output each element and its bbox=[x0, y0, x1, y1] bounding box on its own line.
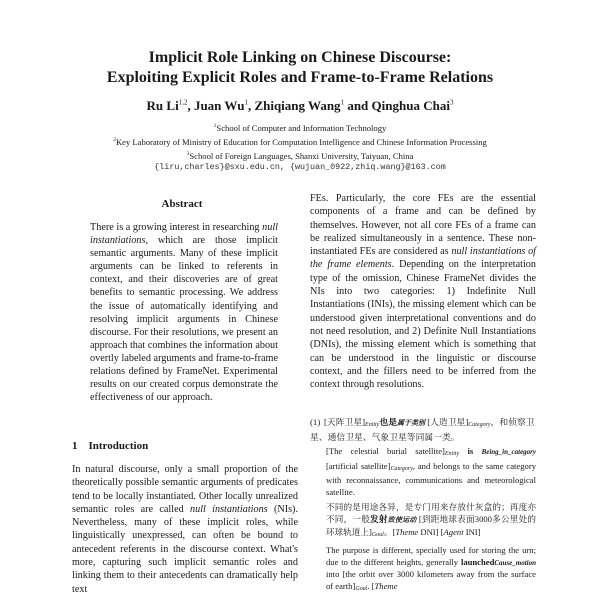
example-cn-text: 。[ bbox=[383, 526, 396, 537]
target-word: launched bbox=[460, 556, 495, 567]
title-line-2: Exploiting Explicit Roles and Frame-to-Frame Relations bbox=[106, 69, 494, 86]
example-en-gloss-1 bbox=[310, 446, 536, 498]
introduction-body bbox=[72, 463, 298, 596]
author-emails: {liru,charles}@sxu.edu.cn, {wujuan_0922,zhiq.wang}@163.com bbox=[154, 162, 446, 172]
abstract-text: There is a growing interest in researching bbox=[90, 222, 263, 233]
author-name: Zhiqiang Wang bbox=[254, 98, 341, 113]
example-en-text: The purpose is different, specially used for storing the urn; due to the different heights, generally bbox=[326, 545, 536, 567]
example-en-text: , and belongs to the same category with reconnaissance, communications and meteorological satellite. bbox=[326, 460, 536, 497]
abstract-emphasis: null instantiations bbox=[90, 222, 278, 247]
role-label: Theme bbox=[374, 580, 398, 591]
example-cn-text: INI] bbox=[463, 526, 481, 537]
affiliation-mark: 2 bbox=[113, 137, 116, 143]
affiliation-text: Key Laboratory of Ministry of Education for Computation Intelligence and Chinese Information Processing bbox=[115, 136, 487, 147]
frame-label: 属于类别 bbox=[397, 419, 425, 427]
target-word: is bbox=[459, 446, 482, 456]
example-cn-text: 不同的是用途各异，是专门用来存放什灰盒的；再度亦不同，一般 bbox=[326, 502, 536, 524]
author-list bbox=[0, 98, 600, 114]
abstract-body bbox=[90, 221, 278, 404]
body-emphasis: null instantiations of the frame elements bbox=[310, 246, 536, 271]
right-column-text bbox=[310, 192, 536, 391]
example-en-text: . [ bbox=[367, 580, 375, 591]
intro-text: (NIs). Nevertheless, many of these implicit roles, while linguistically unexpressed, can often be bound to antecedent referents in the discourse context. What's more, capturing such implicit semantic roles and linking them to their antecedents can dramatically help text bbox=[72, 503, 298, 595]
affiliation-text: School of Computer and Information Technology bbox=[216, 122, 387, 133]
section-number: 1 bbox=[72, 440, 78, 452]
example-1 bbox=[310, 416, 536, 596]
example-cn-text: ，和侦察卫星、通信卫星、气象卫星等同属一类。 bbox=[310, 417, 535, 442]
author-separator: , bbox=[187, 98, 194, 113]
example-en-text: [artificial satellite] bbox=[326, 460, 391, 471]
target-word: 发射 bbox=[370, 513, 388, 524]
example-cn-text: DNI] [ bbox=[418, 526, 444, 537]
role-label: Agent bbox=[443, 526, 464, 537]
role-label: Category bbox=[390, 465, 413, 472]
frame-label: 致使运动 bbox=[387, 515, 417, 524]
example-cn-text: [人造卫星] bbox=[425, 417, 469, 427]
intro-text: In natural discourse, only a small proportion of the theoretically possible semantic arguments of predicates tend to be locally instantiated. Other locally unrealized semantic roles are called bbox=[72, 464, 298, 515]
example-number: (1) bbox=[310, 417, 321, 427]
example-en-text: [The celestial burial satellite] bbox=[326, 446, 445, 456]
role-label: Goal bbox=[355, 585, 368, 592]
affiliation-mark: 3 bbox=[186, 151, 190, 157]
frame-label: Cause_motion bbox=[494, 558, 536, 567]
role-label: Goal bbox=[371, 531, 384, 538]
author-affil-mark: 1 bbox=[244, 98, 248, 107]
abstract-text: , which are those implicit semantic arguments. Many of these implicit arguments can be linked to referents in context, and their discoveries are of great benefits to semantic processing. We address the issue of automatically identifying and resolving implicit arguments in Chinese discourse. For their resolutions, we present an approach that combines the information about overtly labeled arguments and frame-to-frame relations defined by FrameNet. Experimental results on our created corpus demonstrate the effectiveness of our approach. bbox=[90, 235, 278, 404]
intro-emphasis: null instantiations bbox=[190, 503, 268, 515]
frame-label: Being_in_category bbox=[481, 448, 537, 456]
affiliation-mark: 1 bbox=[213, 123, 217, 129]
title-line-1: Implicit Role Linking on Chinese Discourse: bbox=[148, 49, 452, 66]
role-label: Entity bbox=[365, 422, 380, 428]
author-separator: , bbox=[247, 98, 255, 113]
author-affil-mark: 1,2 bbox=[178, 98, 188, 107]
paper-title bbox=[0, 48, 600, 88]
target-word: 也是 bbox=[379, 417, 397, 427]
body-text: . Depending on the interpretation type of the omission, Chinese FrameNet divides the NIs into two categories: 1) Indefinite Null Instantiations (INIs), the missing element which can be understood given interpretational conventions and do not need resolution, and 2) Definite Null Instantiations (DNIs), the missing element which is something that can be understood in the linguistic or discourse context, and the fillers need to be inferred from the context through resolutions. bbox=[310, 259, 536, 391]
example-cn-text: [到距地球表面3000多公里处的环球轨道上] bbox=[326, 513, 536, 537]
example-cn-line-1 bbox=[310, 416, 536, 443]
example-cn-text: [天阵卫星] bbox=[324, 417, 366, 427]
role-label: Entity bbox=[444, 451, 460, 457]
author-name: Qinghua Chai bbox=[371, 98, 450, 113]
role-label: Category bbox=[468, 422, 491, 428]
role-label: Theme bbox=[395, 526, 419, 537]
author-separator: and bbox=[344, 98, 372, 113]
affiliation-text: School of Foreign Languages, Shanxi University, Taiyuan, China bbox=[189, 150, 414, 161]
example-en-text: into [the orbit over 3000 kilometers away from the surface of earth] bbox=[326, 569, 536, 591]
author-affil-mark: 3 bbox=[449, 98, 454, 107]
body-text: FEs. Particularly, the core FEs are the essential components of a frame and can be defined by themselves. However, not all core FEs of a frame can be realized simultaneously in a sentence. These non-instantiated FEs are considered as bbox=[310, 193, 536, 258]
section-title: Introduction bbox=[88, 440, 149, 452]
author-name: Ru Li bbox=[146, 98, 179, 113]
abstract-heading: Abstract bbox=[161, 198, 203, 210]
affiliation-3 bbox=[0, 149, 600, 162]
section-heading-introduction bbox=[72, 440, 148, 452]
example-cn-line-2 bbox=[310, 502, 536, 541]
affiliation-2 bbox=[0, 135, 600, 148]
author-name: Juan Wu bbox=[193, 98, 245, 113]
affiliation-1 bbox=[0, 121, 600, 134]
author-affil-mark: 1 bbox=[340, 98, 345, 107]
example-en-gloss-2 bbox=[310, 545, 536, 595]
